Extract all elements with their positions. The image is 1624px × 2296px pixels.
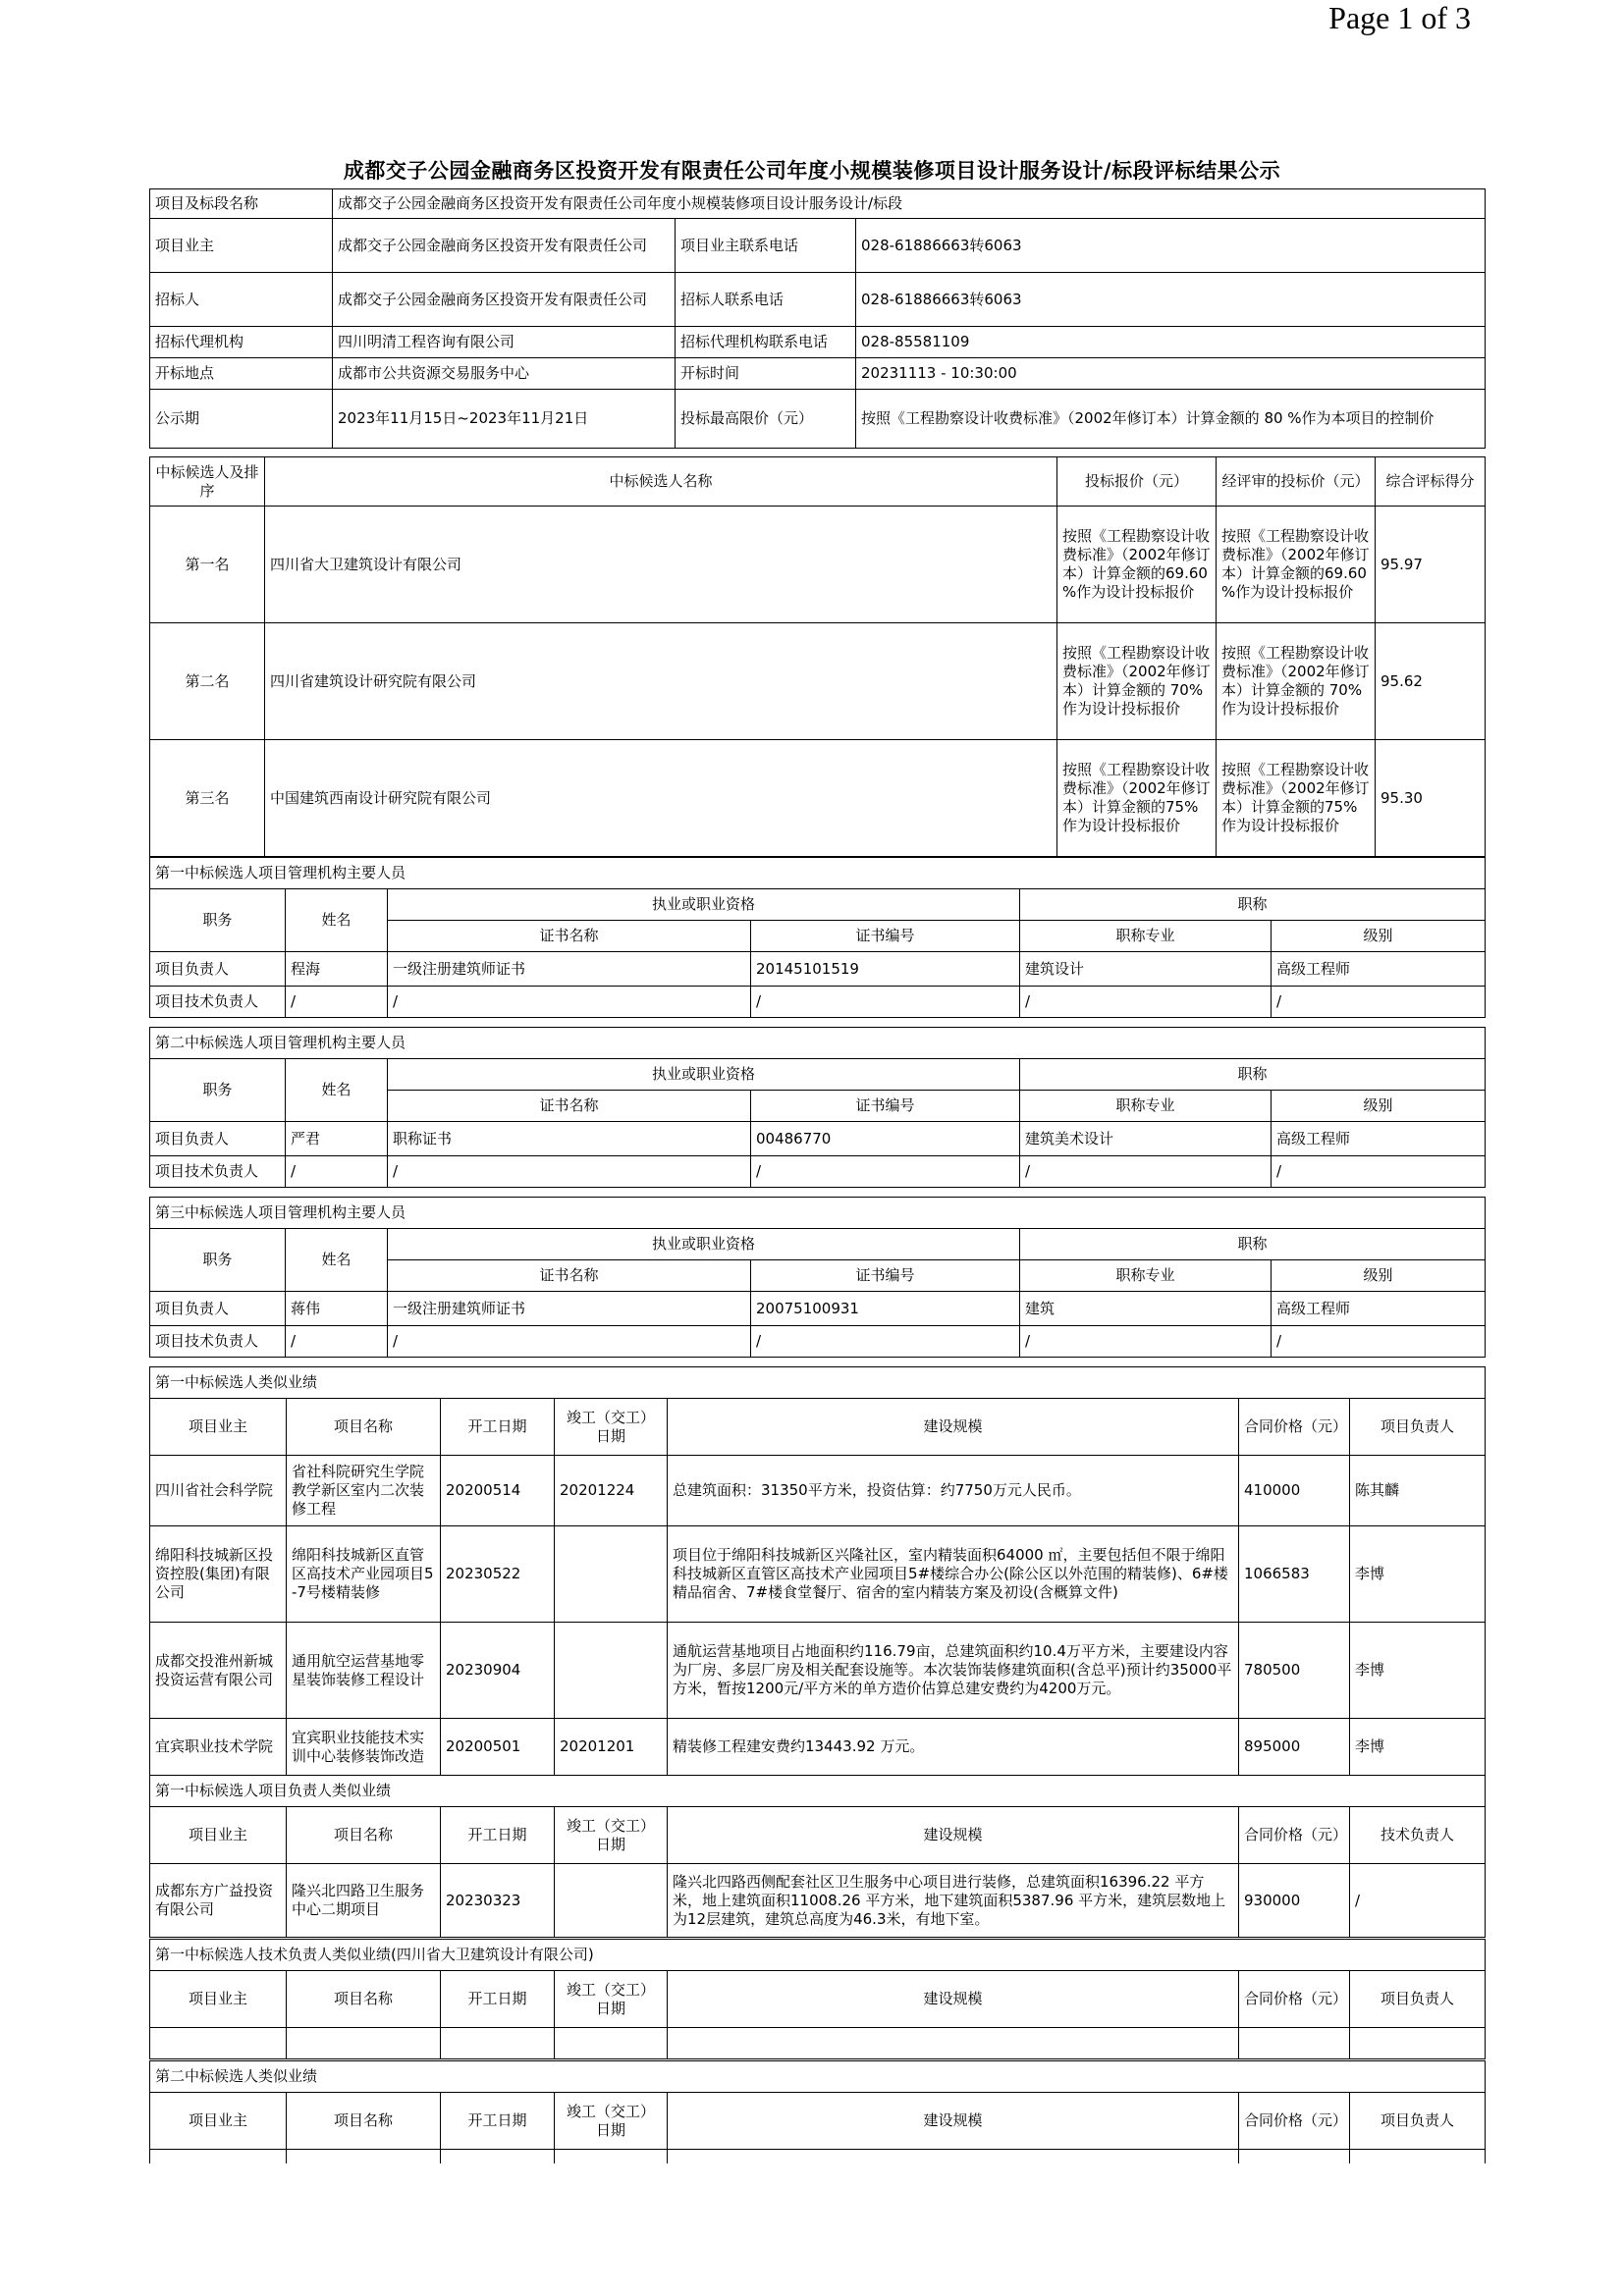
cell-cert-name: / [388,987,751,1018]
cell-name: 严君 [286,1122,388,1156]
cell-leader: / [1350,1864,1486,1938]
header-reviewed: 经评审的投标价（元） [1217,457,1376,507]
label-owner-phone: 项目业主联系电话 [676,219,856,273]
candidate-score: 95.30 [1376,740,1486,857]
header-scale: 建设规模 [668,1399,1239,1456]
cell-specialty: 建筑美术设计 [1020,1122,1272,1156]
header-project: 项目名称 [287,1807,441,1864]
cell-project: 省社科院研究生学院教学新区室内二次装修工程 [287,1456,441,1526]
label-time: 开标时间 [676,358,856,390]
cell-owner: 宜宾职业技术学院 [150,1719,287,1776]
header-role: 职务 [150,1229,286,1292]
header-start: 开工日期 [441,1971,555,2028]
header-project: 项目名称 [287,1399,441,1456]
header-owner: 项目业主 [150,1399,287,1456]
cell-project: 隆兴北四路卫生服务中心二期项目 [287,1864,441,1938]
label-tenderer: 招标人 [150,273,333,327]
cell-name: 蒋伟 [286,1292,388,1326]
cell-start: 20230323 [441,1864,555,1938]
section-heading: 第一中标候选人技术负责人类似业绩(四川省大卫建筑设计有限公司) [150,1940,1486,1971]
header-scale: 建设规模 [668,1807,1239,1864]
value-agency-phone: 028-85581109 [856,327,1486,358]
value-owner-phone: 028-61886663转6063 [856,219,1486,273]
cell-cert-no: 00486770 [751,1122,1020,1156]
cell-cert-no: / [751,1156,1020,1188]
personnel-table-3 [149,1197,1486,1358]
cell-owner: 成都东方广益投资有限公司 [150,1864,287,1938]
header-price: 合同价格（元） [1239,1807,1350,1864]
section-heading: 第一中标候选人项目负责人类似业绩 [150,1776,1486,1807]
section-heading: 第一中标候选人类似业绩 [150,1367,1486,1399]
label-agency-phone: 招标代理机构联系电话 [676,327,856,358]
performance-table-4 [149,2060,1486,2163]
header-end: 竣工（交工）日期 [555,1399,668,1456]
candidate-reviewed: 按照《工程勘察设计收费标准》（2002年修订本）计算金额的 70%作为设计投标报价 [1217,623,1376,740]
performance-table-1 [149,1366,1486,1776]
header-cert-name: 证书名称 [388,921,751,952]
info-table [149,188,1486,449]
header-level: 级别 [1272,1260,1486,1292]
cell-scale: 项目位于绵阳科技城新区兴隆社区，室内精装面积64000 ㎡，主要包括但不限于绵阳科技城新区直管区高技术产业园项目5#楼综合办公(除公区以外范围的精装修)、6#楼精品宿舍、7#楼食堂餐厅、宿舍的室内精装方案及初设(含概算文件) [668,1526,1239,1623]
cell-price: 780500 [1239,1623,1350,1719]
cell-cert-name: / [388,1326,751,1358]
header-score: 综合评标得分 [1376,457,1486,507]
candidates-table [149,456,1486,857]
section-heading: 第二中标候选人项目管理机构主要人员 [150,1028,1486,1059]
cell-role: 项目技术负责人 [150,987,286,1018]
header-role: 职务 [150,889,286,952]
header-qualification: 执业或职业资格 [388,1059,1020,1091]
cell-specialty: 建筑 [1020,1292,1272,1326]
cell-price: 895000 [1239,1719,1350,1776]
cell-name: / [286,1156,388,1188]
value-project-name: 成都交子公园金融商务区投资开发有限责任公司年度小规模装修项目设计服务设计/标段 [333,189,1486,219]
header-qualification: 执业或职业资格 [388,889,1020,921]
table-row [150,1326,1486,1358]
candidate-rank: 第二名 [150,623,265,740]
header-cert-name: 证书名称 [388,1260,751,1292]
cell-cert-name: / [388,1156,751,1188]
header-price: 合同价格（元） [1239,2093,1350,2150]
cell-role: 项目负责人 [150,1292,286,1326]
table-row [150,952,1486,987]
table-row [150,1526,1486,1623]
candidate-reviewed: 按照《工程勘察设计收费标准》（2002年修订本）计算金额的75%作为设计投标报价 [1217,740,1376,857]
cell-scale: 总建筑面积：31350平方米，投资估算：约7750万元人民币。 [668,1456,1239,1526]
header-owner: 项目业主 [150,1807,287,1864]
cell-name: 程海 [286,952,388,987]
cell-leader: 李博 [1350,1623,1486,1719]
header-project: 项目名称 [287,1971,441,2028]
value-location: 成都市公共资源交易服务中心 [333,358,676,390]
header-name: 姓名 [286,889,388,952]
header-rank: 中标候选人及排序 [150,457,265,507]
cell-cert-no: / [751,1326,1020,1358]
value-tenderer: 成都交子公园金融商务区投资开发有限责任公司 [333,273,676,327]
candidate-score: 95.62 [1376,623,1486,740]
cell-leader: 陈其麟 [1350,1456,1486,1526]
cell-specialty: 建筑设计 [1020,952,1272,987]
cell-owner: 绵阳科技城新区投资控股(集团)有限公司 [150,1526,287,1623]
header-start: 开工日期 [441,2093,555,2150]
value-owner: 成都交子公园金融商务区投资开发有限责任公司 [333,219,676,273]
candidate-bid: 按照《工程勘察设计收费标准》（2002年修订本）计算金额的 70%作为设计投标报价 [1057,623,1217,740]
header-scale: 建设规模 [668,1971,1239,2028]
cell-end [555,1864,668,1938]
cell-scale: 隆兴北四路西侧配套社区卫生服务中心项目进行装修，总建筑面积16396.22 平方米，地上建筑面积11008.26 平方米，地下建筑面积5387.96 平方米，建筑层数地上为12层建筑，建筑总高度为46.3米，有地下室。 [668,1864,1239,1938]
candidate-reviewed: 按照《工程勘察设计收费标准》（2002年修订本）计算金额的69.60 %作为设计投标报价 [1217,507,1376,623]
header-leader: 项目负责人 [1350,2093,1486,2150]
cell-start: 20200514 [441,1456,555,1526]
cell-scale: 通航运营基地项目占地面积约116.79亩，总建筑面积约10.4万平方米，主要建设内容为厂房、多层厂房及相关配套设施等。本次装饰装修建筑面积(含总平)预计约35000平方米，暂按1200元/平方米的单方造价估算总建安费约为4200万元。 [668,1623,1239,1719]
candidate-rank: 第三名 [150,740,265,857]
table-row [150,2150,1486,2163]
cell-cert-no: 20075100931 [751,1292,1020,1326]
candidate-rank: 第一名 [150,507,265,623]
header-price: 合同价格（元） [1239,1399,1350,1456]
header-leader: 项目负责人 [1350,1399,1486,1456]
cell-end [555,1623,668,1719]
cell-price: 930000 [1239,1864,1350,1938]
header-start: 开工日期 [441,1399,555,1456]
cell-specialty: / [1020,1156,1272,1188]
table-row [150,740,1486,857]
header-cert-no: 证书编号 [751,1260,1020,1292]
table-row [150,1864,1486,1938]
label-location: 开标地点 [150,358,333,390]
table-row [150,1456,1486,1526]
header-title: 职称 [1020,1059,1486,1091]
header-specialty: 职称专业 [1020,1260,1272,1292]
cell-cert-name: 一级注册建筑师证书 [388,1292,751,1326]
cell-owner: 四川省社会科学院 [150,1456,287,1526]
candidate-score: 95.97 [1376,507,1486,623]
header-start: 开工日期 [441,1807,555,1864]
header-scale: 建设规模 [668,2093,1239,2150]
header-price: 合同价格（元） [1239,1971,1350,2028]
header-leader: 项目负责人 [1350,1971,1486,2028]
cell-start: 20230904 [441,1623,555,1719]
candidate-bid: 按照《工程勘察设计收费标准》（2002年修订本）计算金额的75%作为设计投标报价 [1057,740,1217,857]
cell-owner: 成都交投淮州新城投资运营有限公司 [150,1623,287,1719]
cell-level: / [1272,987,1486,1018]
performance-table-2 [149,1775,1486,1938]
header-title: 职称 [1020,889,1486,921]
cell-leader: 李博 [1350,1526,1486,1623]
label-tenderer-phone: 招标人联系电话 [676,273,856,327]
performance-table-3 [149,1939,1486,2059]
table-row [150,1292,1486,1326]
table-row [150,1122,1486,1156]
cell-project: 宜宾职业技能技术实训中心装修装饰改造 [287,1719,441,1776]
header-name: 姓名 [286,1229,388,1292]
value-period: 2023年11月15日~2023年11月21日 [333,390,676,449]
cell-price: 1066583 [1239,1526,1350,1623]
cell-cert-name: 职称证书 [388,1122,751,1156]
header-end: 竣工（交工）日期 [555,1807,668,1864]
cell-end [555,1526,668,1623]
section-heading: 第二中标候选人类似业绩 [150,2061,1486,2093]
candidate-bid: 按照《工程勘察设计收费标准》（2002年修订本）计算金额的69.60 %作为设计投标报价 [1057,507,1217,623]
header-project: 项目名称 [287,2093,441,2150]
label-period: 公示期 [150,390,333,449]
cell-name: / [286,987,388,1018]
cell-start: 20200501 [441,1719,555,1776]
value-agency: 四川明清工程咨询有限公司 [333,327,676,358]
cell-level: 高级工程师 [1272,952,1486,987]
candidate-name: 四川省大卫建筑设计有限公司 [265,507,1057,623]
cell-level: / [1272,1156,1486,1188]
label-max-price: 投标最高限价（元） [676,390,856,449]
cell-end: 20201201 [555,1719,668,1776]
cell-specialty: / [1020,1326,1272,1358]
personnel-table-2 [149,1027,1486,1188]
cell-scale: 精装修工程建安费约13443.92 万元。 [668,1719,1239,1776]
header-specialty: 职称专业 [1020,1091,1272,1122]
value-time: 20231113 - 10:30:00 [856,358,1486,390]
header-cert-no: 证书编号 [751,1091,1020,1122]
cell-level: / [1272,1326,1486,1358]
header-cert-name: 证书名称 [388,1091,751,1122]
section-heading: 第三中标候选人项目管理机构主要人员 [150,1198,1486,1229]
cell-end: 20201224 [555,1456,668,1526]
cell-role: 项目负责人 [150,1122,286,1156]
header-owner: 项目业主 [150,2093,287,2150]
header-qualification: 执业或职业资格 [388,1229,1020,1260]
label-project-name: 项目及标段名称 [150,189,333,219]
label-owner: 项目业主 [150,219,333,273]
cell-name: / [286,1326,388,1358]
header-candidate-name: 中标候选人名称 [265,457,1057,507]
cell-specialty: / [1020,987,1272,1018]
table-row [150,507,1486,623]
header-role: 职务 [150,1059,286,1122]
header-specialty: 职称专业 [1020,921,1272,952]
personnel-table-1 [149,857,1486,1018]
table-row [150,1623,1486,1719]
cell-cert-no: 20145101519 [751,952,1020,987]
table-row [150,623,1486,740]
header-name: 姓名 [286,1059,388,1122]
document-title: 成都交子公园金融商务区投资开发有限责任公司年度小规模装修项目设计服务设计/标段评标结果公示 [343,159,1281,183]
table-row [150,1719,1486,1776]
cell-role: 项目技术负责人 [150,1326,286,1358]
cell-start: 20230522 [441,1526,555,1623]
section-heading: 第一中标候选人项目管理机构主要人员 [150,858,1486,889]
cell-project: 绵阳科技城新区直管区高技术产业园项目5-7号楼精装修 [287,1526,441,1623]
candidate-name: 四川省建筑设计研究院有限公司 [265,623,1057,740]
header-title: 职称 [1020,1229,1486,1260]
value-tenderer-phone: 028-61886663转6063 [856,273,1486,327]
page-number: Page 1 of 3 [1328,0,1471,35]
header-bid: 投标报价（元） [1057,457,1217,507]
cell-level: 高级工程师 [1272,1122,1486,1156]
cell-cert-name: 一级注册建筑师证书 [388,952,751,987]
header-level: 级别 [1272,1091,1486,1122]
header-level: 级别 [1272,921,1486,952]
table-row [150,987,1486,1018]
candidate-name: 中国建筑西南设计研究院有限公司 [265,740,1057,857]
header-end: 竣工（交工）日期 [555,1971,668,2028]
header-end: 竣工（交工）日期 [555,2093,668,2150]
header-cert-no: 证书编号 [751,921,1020,952]
cell-role: 项目负责人 [150,952,286,987]
cell-price: 410000 [1239,1456,1350,1526]
table-row [150,1156,1486,1188]
header-tech-leader: 技术负责人 [1350,1807,1486,1864]
value-max-price: 按照《工程勘察设计收费标准》（2002年修订本）计算金额的 80 %作为本项目的控制价 [856,390,1486,449]
cell-leader: 李博 [1350,1719,1486,1776]
header-owner: 项目业主 [150,1971,287,2028]
cell-project: 通用航空运营基地零星装饰装修工程设计 [287,1623,441,1719]
cell-role: 项目技术负责人 [150,1156,286,1188]
label-agency: 招标代理机构 [150,327,333,358]
cell-level: 高级工程师 [1272,1292,1486,1326]
cell-cert-no: / [751,987,1020,1018]
table-row [150,2028,1486,2059]
